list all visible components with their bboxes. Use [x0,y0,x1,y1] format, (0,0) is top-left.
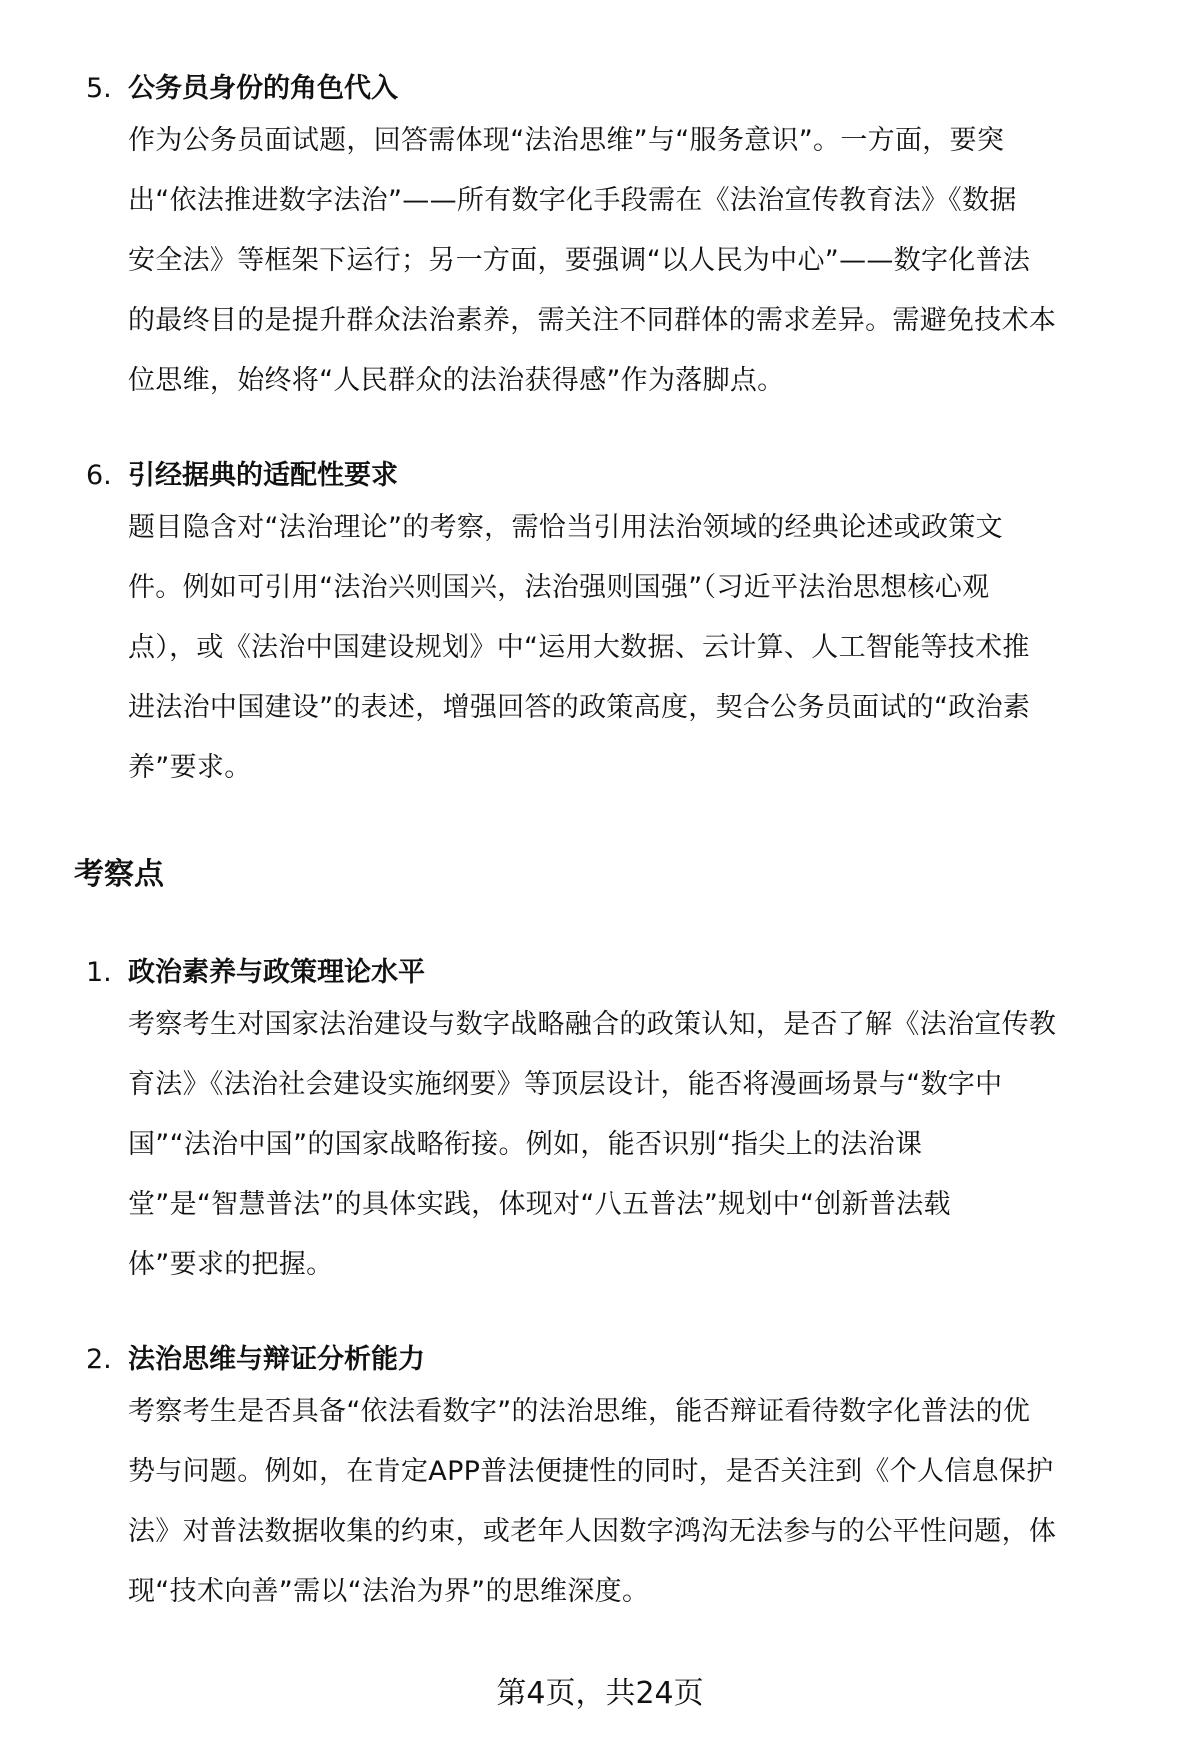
item-title: 公务员身份的角色代入 [128,73,398,104]
body-line: 点），或《法治中国建设规划》中“运用大数据、云计算、人工智能等技术推 [128,632,1030,663]
body-line: 的最终目的是提升群众法治素养，需关注不同群体的需求差异。需避免技术本 [128,305,1057,336]
body-line: 育法》《法治社会建设实施纲要》等顶层设计，能否将漫画场景与“数字中 [128,1069,1003,1100]
body-line: 养”要求。 [128,752,252,783]
body-line: 势与问题。例如，在肯定APP普法便捷性的同时，是否关注到《个人信息保护 [128,1456,1054,1487]
body-line: 出“依法推进数字法治”——所有数字化手段需在《法治宣传教育法》《数据 [128,185,1017,216]
item-body [128,995,1158,1295]
body-line: 考察考生对国家法治建设与数字战略融合的政策认知，是否了解《法治宣传教 [128,1009,1057,1040]
item-number: 5. [86,73,112,104]
item-title: 法治思维与辩证分析能力 [128,1344,425,1375]
body-line: 考察考生是否具备“依法看数字”的法治思维，能否辩证看待数字化普法的优 [128,1396,1031,1427]
item-title: 引经据典的适配性要求 [128,460,398,491]
body-line: 安全法》等框架下运行；另一方面，要强调“以人民为中心”——数字化普法 [128,245,1031,276]
body-line: 体”要求的把握。 [128,1249,334,1280]
item-body [128,498,1158,798]
body-line: 国”“法治中国”的国家战略衔接。例如，能否识别“指尖上的法治课 [128,1129,923,1160]
item-title: 政治素养与政策理论水平 [128,957,425,988]
item-number: 6. [86,460,112,491]
body-line: 位思维，始终将“人民群众的法治获得感”作为落脚点。 [128,365,785,396]
body-line: 进法治中国建设”的表述，增强回答的政策高度，契合公务员面试的“政治素 [128,692,1031,723]
item-body [128,1382,1158,1622]
body-line: 题目隐含对“法治理论”的考察，需恰当引用法治领域的经典论述或政策文 [128,512,1003,543]
item-number: 2. [86,1344,112,1375]
body-line: 堂”是“智慧普法”的具体实践，体现对“八五普法”规划中“创新普法载 [128,1189,951,1220]
body-line: 作为公务员面试题，回答需体现“法治思维”与“服务意识”。一方面，要突 [128,125,1005,156]
section-title: 考察点 [74,857,164,892]
item-body [128,111,1158,411]
item-number: 1. [86,957,112,988]
page-footer: 第4页，共24页 [496,1676,704,1711]
body-line: 现“技术向善”需以“法治为界”的思维深度。 [128,1576,650,1607]
body-line: 件。例如可引用“法治兴则国兴，法治强则国强”（习近平法治思想核心观 [128,572,990,603]
body-line: 法》对普法数据收集的约束，或老年人因数字鸿沟无法参与的公平性问题，体 [128,1516,1057,1547]
